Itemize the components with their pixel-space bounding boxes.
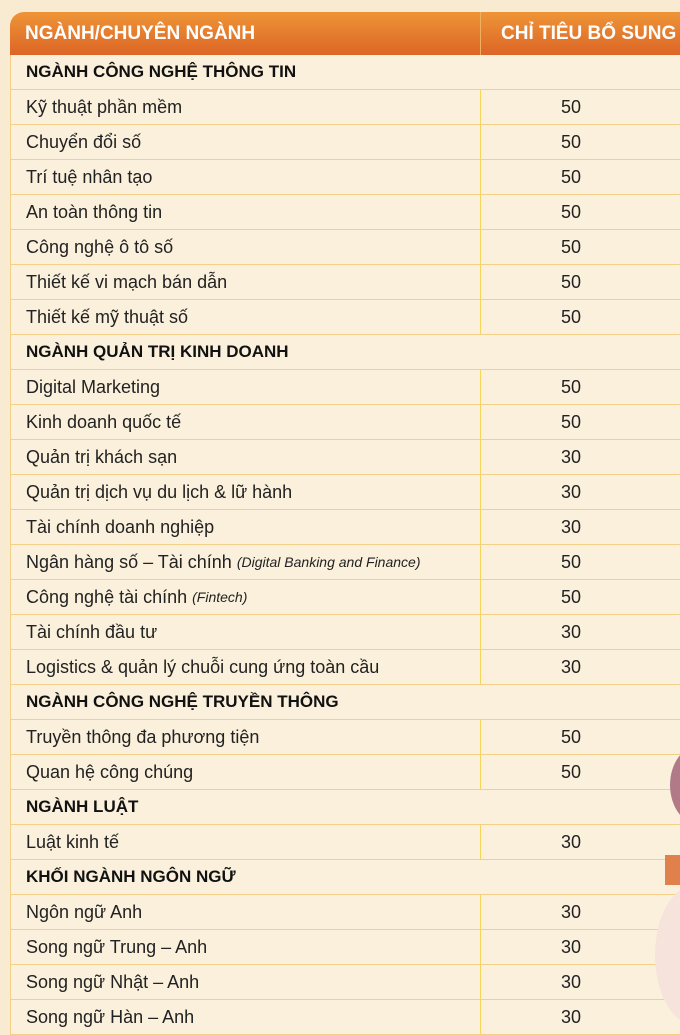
quota-value: 50 [560,551,582,572]
table-body [10,55,680,1035]
major-name-cell [10,510,481,544]
section-title: KHỐI NGÀNH NGÔN NGỮ [10,860,680,894]
section-title: NGÀNH CÔNG NGHỆ THÔNG TIN [10,55,680,89]
quota-value: 30 [560,901,582,922]
table-row [10,300,680,335]
quota-value: 50 [560,271,582,292]
major-name-cell [10,125,481,159]
table-row [10,405,680,440]
quota-value: 50 [560,376,582,397]
table-row [10,230,680,265]
major-name: Song ngữ Nhật – Anh [26,971,200,992]
quota-value: 50 [560,96,582,117]
section-title: NGÀNH QUẢN TRỊ KINH DOANH [10,335,680,369]
major-name-cell [10,615,481,649]
major-name-cell [10,545,481,579]
quota-value: 30 [560,516,582,537]
major-name: Công nghệ tài chính [26,586,188,607]
quota-value: 30 [560,831,582,852]
major-name: Tài chính doanh nghiệp [26,516,215,537]
major-name-cell [10,965,481,999]
major-name: Công nghệ ô tô số [26,236,174,257]
quota-value: 50 [560,306,582,327]
quota-value: 30 [560,621,582,642]
major-name: An toàn thông tin [26,201,163,222]
table-row [10,615,680,650]
major-name: Quản trị khách sạn [26,446,178,467]
table-row [10,930,680,965]
section-row [10,55,680,90]
header-major: NGÀNH/CHUYÊN NGÀNH [10,12,481,55]
table-row [10,265,680,300]
quota-value: 50 [560,726,582,747]
major-name: Tài chính đầu tư [26,621,158,642]
major-name: Kỹ thuật phần mềm [26,96,183,117]
table-row [10,510,680,545]
major-name-cell [10,195,481,229]
quota-value: 50 [560,131,582,152]
major-name: Chuyển đổi số [26,131,142,152]
major-name-cell [10,930,481,964]
quota-value: 50 [560,761,582,782]
table-header [10,12,680,55]
quota-value: 50 [560,236,582,257]
major-name-cell [10,650,481,684]
table-row [10,965,680,1000]
table-row [10,720,680,755]
table-row [10,475,680,510]
major-name-cell [10,440,481,474]
table-row [10,440,680,475]
major-name-cell [10,230,481,264]
major-name: Kinh doanh quốc tế [26,411,182,432]
major-name: Luật kinh tế [26,831,120,852]
major-name: Quan hệ công chúng [26,761,194,782]
quota-value: 30 [560,481,582,502]
table-row [10,195,680,230]
major-name: Ngân hàng số – Tài chính [26,551,232,572]
table-row [10,545,680,580]
major-name-cell [10,90,481,124]
major-name-cell [10,755,481,789]
major-name-cell [10,405,481,439]
major-name-cell [10,370,481,404]
student-illustration [640,725,680,1025]
major-name: Digital Marketing [26,376,161,397]
quota-value: 30 [560,446,582,467]
quota-value: 50 [560,201,582,222]
table-row [10,895,680,930]
major-note: (Fintech) [192,589,248,605]
major-name-cell [10,1000,481,1034]
major-name-cell [10,265,481,299]
table-row [10,825,680,860]
quota-value: 30 [560,1006,582,1027]
major-name: Thiết kế mỹ thuật số [26,306,189,327]
table-row [10,755,680,790]
quota-value: 50 [560,166,582,187]
major-name-cell [10,825,481,859]
quota-value: 50 [560,586,582,607]
table-row [10,580,680,615]
major-name: Song ngữ Trung – Anh [26,936,208,957]
major-name: Quản trị dịch vụ du lịch & lữ hành [26,481,293,502]
major-name-cell [10,580,481,614]
section-title: NGÀNH CÔNG NGHỆ TRUYỀN THÔNG [10,685,680,719]
section-row [10,860,680,895]
major-name: Truyền thông đa phương tiện [26,726,260,747]
section-row [10,335,680,370]
table-row [10,1000,680,1035]
quota-value: 30 [560,656,582,677]
quota-value: 50 [560,411,582,432]
major-name-cell [10,475,481,509]
table-row [10,160,680,195]
major-name: Ngôn ngữ Anh [26,901,143,922]
major-name-cell [10,300,481,334]
major-name: Song ngữ Hàn – Anh [26,1006,195,1027]
major-note: (Digital Banking and Finance) [236,554,421,570]
major-name: Thiết kế vi mạch bán dẫn [26,271,228,292]
quota-table [10,12,680,1035]
section-title: NGÀNH LUẬT [10,790,680,824]
table-row [10,125,680,160]
table-row [10,90,680,125]
header-quota: CHỈ TIÊU BỔ SUNG [501,22,677,44]
major-name: Trí tuệ nhân tạo [26,166,153,187]
major-name-cell [10,160,481,194]
major-name-cell [10,895,481,929]
section-row [10,685,680,720]
major-name-cell [10,720,481,754]
table-row [10,370,680,405]
section-row [10,790,680,825]
major-name: Logistics & quản lý chuỗi cung ứng toàn cầu [26,656,380,677]
quota-value: 30 [560,936,582,957]
quota-value: 30 [560,971,582,992]
table-row [10,650,680,685]
